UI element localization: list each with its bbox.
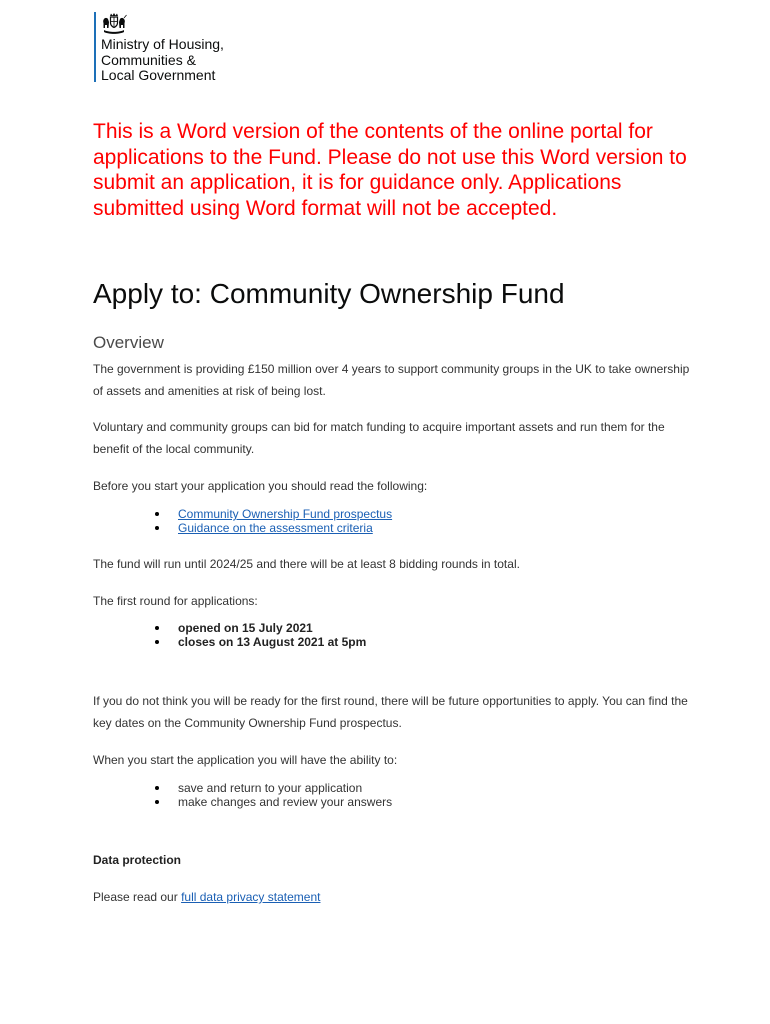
overview-paragraph-fund-duration: The fund will run until 2024/25 and there will be at least 8 bidding rounds in total. [93,557,520,571]
overview-paragraph-first-round: The first round for applications: [93,594,258,608]
list-item [152,781,392,795]
bullet-icon [155,526,159,530]
list-item [152,521,392,535]
data-protection-heading: Data protection [93,853,182,867]
ability-save-return: save and return to your application [178,781,363,795]
list-item [152,795,392,809]
list-item [152,507,392,521]
bullet-icon [155,512,159,516]
overview-paragraph-funding: The government is providing £150 million over 4 years to support community groups in the UK to take ownership of assets and amenities at risk of being lost. [93,362,690,398]
list-item [152,621,366,635]
ministry-logo [94,12,224,84]
royal-coat-of-arms-icon [101,12,127,36]
abilities-list [152,781,392,809]
overview-heading: Overview [93,333,164,352]
bullet-icon [155,626,159,630]
privacy-statement-link[interactable]: full data privacy statement [181,890,321,904]
overview-paragraph-read-first: Before you start your application you should read the following: [93,479,428,493]
bullet-icon [155,640,159,644]
bullet-icon [155,786,159,790]
word-version-notice: This is a Word version of the contents of the online portal for applications to the Fund. Please do not use this Word version to submit an application, it is for guidance only. Applications submitted using Word format will not be accepted. [93,120,687,220]
logo-line-3: Local Government [101,67,216,83]
reading-links-list [152,507,392,535]
list-item [152,635,366,649]
round-closes-date: closes on 13 August 2021 at 5pm [178,635,367,649]
logo-line-2: Communities & [101,51,196,68]
ability-review-answers: make changes and review your answers [178,795,393,809]
logo-accent-bar [94,12,96,82]
overview-paragraph-abilities: When you start the application you will have the ability to: [93,753,398,767]
assessment-criteria-link[interactable]: Guidance on the assessment criteria [178,521,373,535]
logo-line-1: Ministry of Housing, [101,36,224,52]
prospectus-link[interactable]: Community Ownership Fund prospectus [178,507,393,521]
data-protection-text: Please read our [93,890,182,904]
round-opened-date: opened on 15 July 2021 [178,621,313,635]
overview-paragraph-future-rounds: If you do not think you will be ready for the first round, there will be future opportunities to apply. You can find the key dates on the Community Ownership Fund prospectus. [93,694,688,730]
round-dates-list [152,621,366,649]
bullet-icon [155,800,159,804]
logo-content [101,12,224,84]
overview-paragraph-groups: Voluntary and community groups can bid for match funding to acquire important assets and run them for the benefit of the local community. [93,420,665,456]
data-protection-paragraph [93,886,693,908]
page-title: Apply to: Community Ownership Fund [93,278,565,309]
